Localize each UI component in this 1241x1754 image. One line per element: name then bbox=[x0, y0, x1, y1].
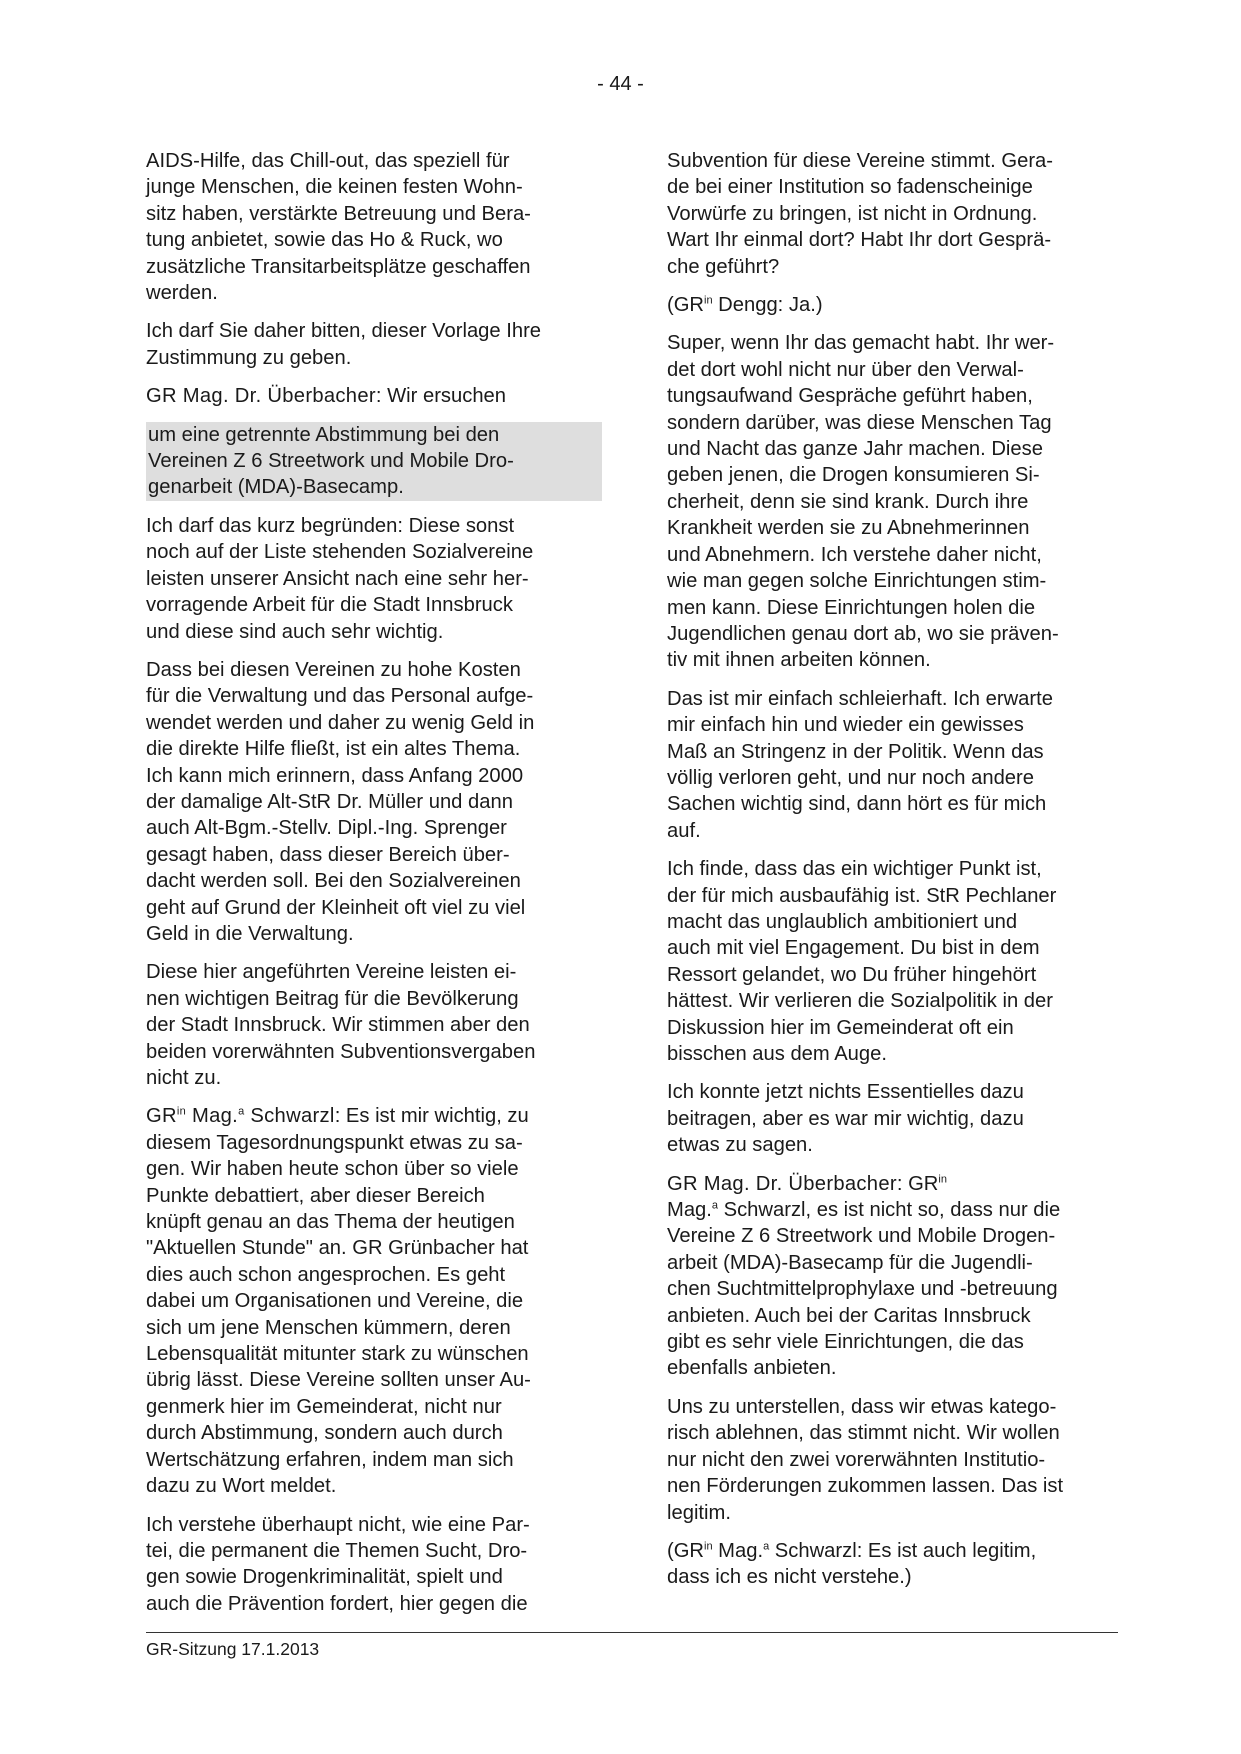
text-line: dabei um Organisationen und Vereine, die bbox=[146, 1290, 524, 1313]
interjection-paragraph bbox=[667, 292, 1127, 318]
text-line: gibt es sehr viele Einrichtungen, die das bbox=[667, 1331, 1024, 1354]
text-line: ($GR^{in}$ Mag.$^a$ Schwarzl: Es ist auch legitim, bbox=[667, 1539, 1037, 1562]
text-line: für die Verwaltung und das Personal aufge- bbox=[146, 685, 534, 708]
text-line: gen. Wir haben heute schon über so viele bbox=[146, 1158, 519, 1181]
text-line: und Abnehmern. Ich verstehe daher nicht, bbox=[667, 543, 1042, 566]
text-line: vorragende Arbeit für die Stadt Innsbruck bbox=[146, 594, 513, 617]
text-line: Ich finde, dass das ein wichtiger Punkt ist, bbox=[667, 858, 1042, 881]
text-line: leisten unserer Ansicht nach eine sehr her- bbox=[146, 567, 529, 590]
text-line: tung anbietet, sowie das Ho & Ruck, wo bbox=[146, 229, 503, 252]
right-column bbox=[667, 148, 1127, 1603]
speaker-name: $GR^{in}$ Mag.$^a$ Schwarzl bbox=[146, 1105, 335, 1128]
text-line: Vorwürfe zu bringen, ist nicht in Ordnung. bbox=[667, 202, 1038, 225]
text-line: chen Suchtmittelprophylaxe und -betreuung bbox=[667, 1278, 1058, 1301]
text-line: ebenfalls anbieten. bbox=[667, 1357, 837, 1380]
text-line: cherheit, denn sie sind krank. Durch ihre bbox=[667, 490, 1029, 513]
text-line: junge Menschen, die keinen festen Wohn- bbox=[146, 176, 523, 199]
text-line: wendet werden und daher zu wenig Geld in bbox=[146, 711, 535, 734]
left-column bbox=[146, 148, 606, 1629]
speaker-name: GR Mag. Dr. Überbacher bbox=[146, 385, 376, 408]
text-line: geht auf Grund der Kleinheit oft viel zu viel bbox=[146, 896, 526, 919]
text-line: Krankheit werden sie zu Abnehmerinnen bbox=[667, 517, 1030, 540]
text-line: Punkte debattiert, aber dieser Bereich bbox=[146, 1184, 485, 1207]
text-paragraph bbox=[667, 148, 1127, 280]
text-line: völlig verloren geht, und nur noch andere bbox=[667, 766, 1034, 789]
text-line: zusätzliche Transitarbeitsplätze geschaffen bbox=[146, 255, 531, 278]
text-paragraph bbox=[667, 1079, 1127, 1158]
speaker-paragraph bbox=[667, 1171, 1127, 1382]
text-line: der Stadt Innsbruck. Wir stimmen aber den bbox=[146, 1014, 530, 1037]
text-line: Sachen wichtig sind, dann hört es für mich bbox=[667, 793, 1047, 816]
speaker-paragraph bbox=[146, 1103, 606, 1499]
text-line: dies auch schon angesprochen. Es geht bbox=[146, 1263, 506, 1286]
speaker-name: GR Mag. Dr. Überbacher bbox=[667, 1172, 897, 1195]
text-line: wie man gegen solche Einrichtungen stim- bbox=[667, 570, 1047, 593]
text-line: diesem Tagesordnungspunkt etwas zu sa- bbox=[146, 1131, 523, 1154]
text-line: tiv mit ihnen arbeiten können. bbox=[667, 649, 931, 672]
text-line: gen sowie Drogenkriminalität, spielt und bbox=[146, 1566, 503, 1589]
text-line: sitz haben, verstärkte Betreuung und Bera- bbox=[146, 202, 531, 225]
text-line: und diese sind auch sehr wichtig. bbox=[146, 620, 444, 643]
text-line: Ressort gelandet, wo Du früher hingehört bbox=[667, 963, 1037, 986]
text-line: $GR^{in}$ Mag.$^a$ Schwarzl: Es ist mir wichtig, zu bbox=[146, 1105, 529, 1128]
text-line: Diese hier angeführten Vereine leisten ei- bbox=[146, 961, 517, 984]
text-line: anbieten. Auch bei der Caritas Innsbruck bbox=[667, 1304, 1031, 1327]
text-line: etwas zu sagen. bbox=[667, 1134, 813, 1157]
text-line: tei, die permanent die Themen Sucht, Dro- bbox=[146, 1539, 528, 1562]
text-paragraph bbox=[667, 1538, 1127, 1591]
text-line: mir einfach hin und wieder ein gewisses bbox=[667, 714, 1024, 737]
text-line: der für mich ausbaufähig ist. StR Pechlaner bbox=[667, 884, 1057, 907]
text-line: legitim. bbox=[667, 1501, 731, 1524]
text-line: durch Abstimmung, sondern auch durch bbox=[146, 1422, 503, 1445]
text-line: Ich darf das kurz begründen: Diese sonst bbox=[146, 514, 515, 537]
text-paragraph bbox=[146, 422, 602, 501]
text-paragraph bbox=[146, 318, 606, 371]
text-paragraph bbox=[667, 686, 1127, 844]
text-line: macht das unglaublich ambitioniert und bbox=[667, 910, 1018, 933]
footer-session-label: GR-Sitzung 17.1.2013 bbox=[146, 1639, 320, 1659]
text-paragraph bbox=[146, 148, 606, 306]
text-line: genarbeit (MDA)-Basecamp. bbox=[148, 476, 404, 499]
text-line: noch auf der Liste stehenden Sozialvereine bbox=[146, 541, 534, 564]
text-line: sich um jene Menschen kümmern, deren bbox=[146, 1316, 511, 1339]
text-line: knüpft genau an das Thema der heutigen bbox=[146, 1211, 515, 1234]
text-line: Lebensqualität mitunter stark zu wünschen bbox=[146, 1343, 529, 1366]
text-line: che geführt? bbox=[667, 255, 780, 278]
text-line: GR Mag. Dr. Überbacher: $GR^{in}$ bbox=[667, 1172, 947, 1195]
text-line: Geld in die Verwaltung. bbox=[146, 922, 354, 945]
text-line: Dass bei diesen Vereinen zu hohe Kosten bbox=[146, 658, 521, 681]
text-line: arbeit (MDA)-Basecamp für die Jugendli- bbox=[667, 1251, 1033, 1274]
text-line: dacht werden soll. Bei den Sozialvereinen bbox=[146, 870, 521, 893]
text-line: nen Förderungen zukommen lassen. Das ist bbox=[667, 1475, 1064, 1498]
text-line: auch mit viel Engagement. Du bist in dem bbox=[667, 937, 1040, 960]
text-line: Mag.$^a$ Schwarzl, es ist nicht so, dass nur die bbox=[667, 1199, 1061, 1222]
text-line: die direkte Hilfe fließt, ist ein altes Thema. bbox=[146, 738, 521, 761]
text-line: Maß an Stringenz in der Politik. Wenn das bbox=[667, 740, 1044, 763]
text-line: risch ablehnen, das stimmt nicht. Wir wollen bbox=[667, 1422, 1060, 1445]
text-line: auf. bbox=[667, 819, 701, 842]
text-line: auch die Prävention fordert, hier gegen die bbox=[146, 1592, 528, 1615]
text-paragraph bbox=[146, 657, 606, 947]
text-line: men kann. Diese Einrichtungen holen die bbox=[667, 596, 1036, 619]
text-line: Uns zu unterstellen, dass wir etwas katego- bbox=[667, 1395, 1057, 1418]
text-paragraph bbox=[146, 959, 606, 1091]
text-line: Ich konnte jetzt nichts Essentielles dazu bbox=[667, 1081, 1024, 1104]
speaker-paragraph bbox=[146, 383, 606, 409]
text-line: Zustimmung zu geben. bbox=[146, 346, 352, 369]
text-line: AIDS-Hilfe, das Chill-out, das speziell für bbox=[146, 150, 510, 172]
text-line: dazu zu Wort meldet. bbox=[146, 1475, 337, 1498]
text-line: dass ich es nicht verstehe.) bbox=[667, 1566, 912, 1589]
text-line: gesagt haben, dass dieser Bereich über- bbox=[146, 843, 510, 866]
text-line: det dort wohl nicht nur über den Verwal- bbox=[667, 358, 1024, 381]
text-line: Wart Ihr einmal dort? Habt Ihr dort Gesprä- bbox=[667, 229, 1052, 252]
text-line: ($GR^{in}$ Dengg: Ja.) bbox=[667, 294, 823, 317]
text-paragraph bbox=[667, 1394, 1127, 1526]
text-line: Super, wenn Ihr das gemacht habt. Ihr wer- bbox=[667, 332, 1055, 355]
text-line: um eine getrennte Abstimmung bei den bbox=[148, 423, 500, 446]
text-line: sondern darüber, was diese Menschen Tag bbox=[667, 411, 1052, 434]
text-paragraph bbox=[667, 330, 1127, 673]
text-line: Ich darf Sie daher bitten, dieser Vorlage Ihre bbox=[146, 320, 542, 343]
text-line: de bei einer Institution so fadenscheinige bbox=[667, 176, 1033, 199]
text-line: geben jenen, die Drogen konsumieren Si- bbox=[667, 464, 1040, 487]
text-line: Wertschätzung erfahren, indem man sich bbox=[146, 1448, 514, 1471]
text-paragraph bbox=[146, 1512, 606, 1618]
text-line: beiden vorerwähnten Subventionsvergaben bbox=[146, 1040, 536, 1063]
text-line: nicht zu. bbox=[146, 1067, 222, 1089]
text-line: Jugendlichen genau dort ab, wo sie präven- bbox=[667, 622, 1059, 645]
text-paragraph bbox=[146, 513, 606, 645]
footer-divider bbox=[146, 1632, 1118, 1633]
text-line: tungsaufwand Gespräche geführt haben, bbox=[667, 385, 1033, 408]
text-line: und Nacht das ganze Jahr machen. Diese bbox=[667, 438, 1043, 461]
text-line: genmerk hier im Gemeinderat, nicht nur bbox=[146, 1395, 502, 1418]
text-line: Ich verstehe überhaupt nicht, wie eine Par- bbox=[146, 1513, 530, 1536]
page-number: - 44 - bbox=[597, 73, 644, 95]
text-line: der damalige Alt-StR Dr. Müller und dann bbox=[146, 790, 513, 813]
text-line: nen wichtigen Beitrag für die Bevölkerung bbox=[146, 987, 519, 1010]
text-line: GR Mag. Dr. Überbacher: Wir ersuchen bbox=[146, 385, 507, 408]
text-line: Vereine Z 6 Streetwork und Mobile Drogen- bbox=[667, 1225, 1056, 1248]
text-line: hättest. Wir verlieren die Sozialpolitik in der bbox=[667, 990, 1053, 1013]
text-line: Das ist mir einfach schleierhaft. Ich erwarte bbox=[667, 687, 1053, 710]
text-line: bisschen aus dem Auge. bbox=[667, 1043, 887, 1065]
text-line: auch Alt-Bgm.-Stellv. Dipl.-Ing. Sprenger bbox=[146, 817, 507, 840]
text-paragraph bbox=[667, 856, 1127, 1067]
text-line: beitragen, aber es war mir wichtig, dazu bbox=[667, 1107, 1024, 1130]
text-line: Vereinen Z 6 Streetwork und Mobile Dro- bbox=[148, 450, 514, 473]
text-line: nur nicht den zwei vorerwähnten Institutio- bbox=[667, 1448, 1046, 1471]
text-line: Subvention für diese Vereine stimmt. Gera- bbox=[667, 150, 1053, 172]
text-line: "Aktuellen Stunde" an. GR Grünbacher hat bbox=[146, 1237, 529, 1260]
text-line: werden. bbox=[146, 282, 218, 305]
text-line: Diskussion hier im Gemeinderat oft ein bbox=[667, 1016, 1014, 1039]
text-line: übrig lässt. Diese Vereine sollten unser Au- bbox=[146, 1369, 531, 1392]
text-line: Ich kann mich erinnern, dass Anfang 2000 bbox=[146, 764, 524, 787]
